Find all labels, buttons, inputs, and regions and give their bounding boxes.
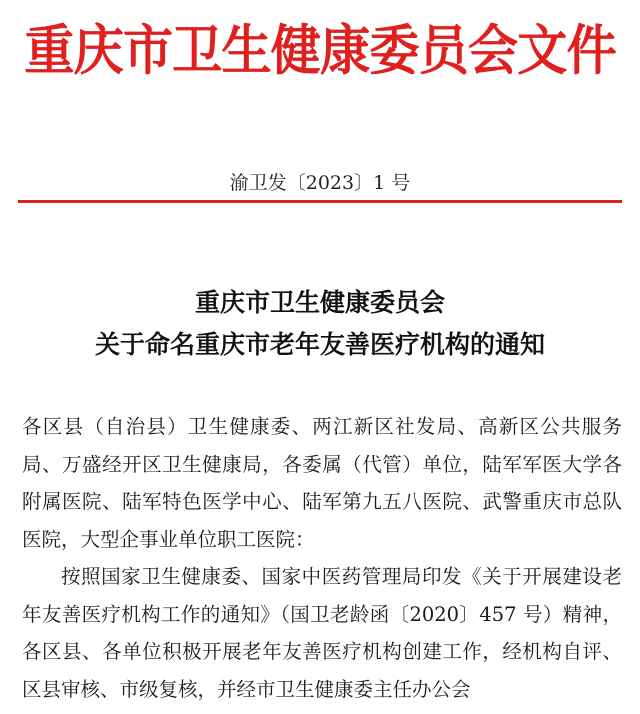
notice-body (22, 408, 622, 708)
addressees-paragraph: 各区县（自治县）卫生健康委、两江新区社发局、高新区公共服务局、万盛经开区卫生健康局，各委属（代管）单位，陆军军医大学各附属医院、陆军特色医学中心、陆军第九五八医院、武警重庆市总队医院，大型企事业单位职工医院： (22, 415, 622, 551)
notice-title-line-2: 关于命名重庆市老年友善医疗机构的通知 (94, 330, 545, 359)
document-issuer-header: 重庆市卫生健康委员会文件 (24, 18, 616, 82)
notice-title-line-1: 重庆市卫生健康委员会 (194, 288, 445, 317)
document-number: 渝卫发〔2023〕1 号 (229, 172, 411, 194)
body-paragraph-1: 按照国家卫生健康委、国家中医药管理局印发《关于开展建设老年友善医疗机构工作的通知》（国卫老龄函〔2020〕457 号）精神，各区县、各单位积极开展老年友善医疗机构创建工作，经机构自评、区县审核、市级复核，并经市卫生健康委主任办公会 (22, 565, 622, 701)
red-divider-line (18, 200, 622, 203)
